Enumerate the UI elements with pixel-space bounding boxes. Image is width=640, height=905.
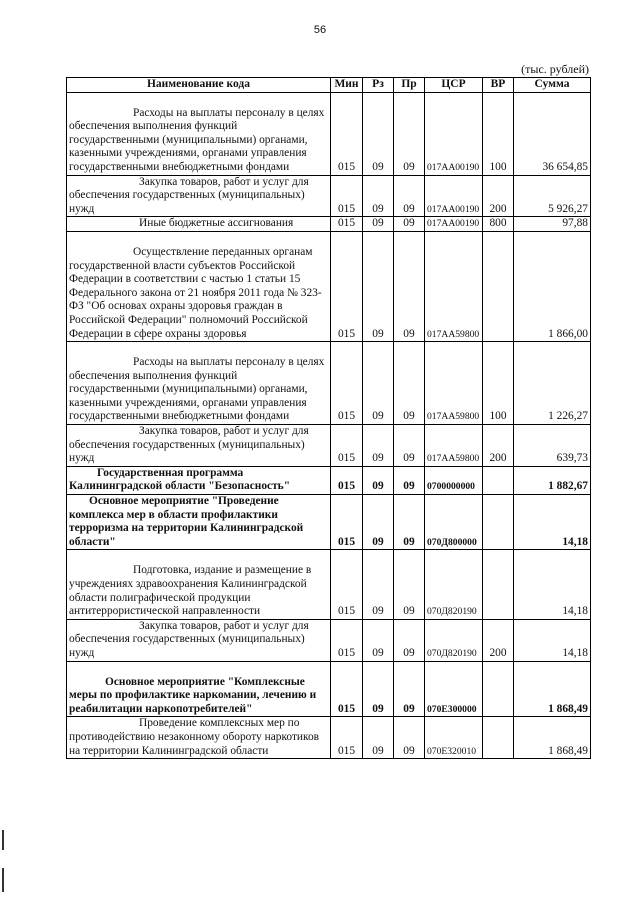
row-name-text: Основное мероприятие "Комплексные меры по профилактике наркомании, лечению и реабилитации наркопотребителей" <box>69 675 317 715</box>
row-name-cell <box>67 217 331 232</box>
budget-table <box>66 77 591 759</box>
row-csr-cell: 017АА59800 <box>425 342 483 425</box>
row-csr-cell: 017АА59800 <box>425 425 483 467</box>
row-name-text: Закупка товаров, работ и услуг для обеспечения государственных (муниципальных) нужд <box>69 619 309 659</box>
row-top-gap <box>69 93 328 107</box>
row-name-text: Расходы на выплаты персоналу в целях обеспечения выполнения функций государственными (муниципальными) органами, казенными учреждениями, органами управления государственными внебюджетными фондами <box>69 356 325 423</box>
row-min-cell: 015 <box>331 717 363 759</box>
row-sum-cell: 14,18 <box>514 495 591 550</box>
row-top-gap <box>69 550 328 564</box>
row-name-cell <box>67 231 331 341</box>
table-row <box>67 661 591 717</box>
row-name-cell <box>67 661 331 717</box>
table-row <box>67 342 591 425</box>
row-min-cell: 015 <box>331 342 363 425</box>
row-sum-cell: 14,18 <box>514 550 591 619</box>
row-vr-cell <box>483 466 514 494</box>
row-sum-cell: 5 926,27 <box>514 175 591 217</box>
row-csr-cell: 017АА59800 <box>425 231 483 341</box>
row-min-cell: 015 <box>331 92 363 175</box>
row-rz-cell: 09 <box>363 231 394 341</box>
row-pr-cell: 09 <box>394 92 425 175</box>
row-top-gap <box>69 342 328 356</box>
row-min-cell: 015 <box>331 619 363 661</box>
row-csr-cell: 017АА00190 <box>425 175 483 217</box>
row-pr-cell: 09 <box>394 231 425 341</box>
row-name-text: Расходы на выплаты персоналу в целях обеспечения выполнения функций государственными (муниципальными) органами, казенными учреждениями, органами управления государственными внебюджетными фондами <box>69 106 325 173</box>
row-rz-cell: 09 <box>363 619 394 661</box>
table-row <box>67 425 591 467</box>
row-vr-cell: 200 <box>483 619 514 661</box>
row-name-cell <box>67 495 331 550</box>
row-sum-cell: 1 226,27 <box>514 342 591 425</box>
row-sum-cell: 1 866,00 <box>514 231 591 341</box>
row-vr-cell <box>483 661 514 717</box>
row-sum-cell: 639,73 <box>514 425 591 467</box>
row-csr-cell: 017АА00190 <box>425 217 483 232</box>
row-pr-cell: 09 <box>394 425 425 467</box>
row-name-text: Проведение комплексных мер по противодействию незаконному обороту наркотиков на территории Калининградской области <box>69 717 320 757</box>
row-min-cell: 015 <box>331 550 363 619</box>
row-pr-cell: 09 <box>394 550 425 619</box>
row-name-cell <box>67 550 331 619</box>
row-rz-cell: 09 <box>363 342 394 425</box>
row-csr-cell: 070Е320010 <box>425 717 483 759</box>
row-name-text: Закупка товаров, работ и услуг для обеспечения государственных (муниципальных) нужд <box>69 425 309 465</box>
table-row <box>67 717 591 759</box>
row-csr-cell: 0700000000 <box>425 466 483 494</box>
table-header-row <box>67 78 591 93</box>
row-vr-cell <box>483 495 514 550</box>
row-rz-cell: 09 <box>363 92 394 175</box>
table-row <box>67 466 591 494</box>
row-pr-cell: 09 <box>394 661 425 717</box>
row-rz-cell: 09 <box>363 717 394 759</box>
row-rz-cell: 09 <box>363 175 394 217</box>
units-label: (тыс. рублей) <box>521 62 589 76</box>
table-body <box>67 92 591 759</box>
row-name-cell <box>67 92 331 175</box>
row-csr-cell: 070Д800000 <box>425 495 483 550</box>
table-row <box>67 495 591 550</box>
header-csr: ЦСР <box>425 78 483 93</box>
table-row <box>67 217 591 232</box>
row-name-cell <box>67 175 331 217</box>
row-csr-cell: 070Д820190 <box>425 619 483 661</box>
table-row <box>67 231 591 341</box>
row-rz-cell: 09 <box>363 495 394 550</box>
row-pr-cell: 09 <box>394 466 425 494</box>
header-min: Мин <box>331 78 363 93</box>
row-name-text: Осуществление переданных органам государственной власти субъектов Российской Федерации в соответствии с частью 1 статьи 15 Федерального закона от 21 ноября 2011 года № 323-ФЗ "Об основах охраны здоровья граждан в Российской Федерации" полномочий Российской Федерации в сфере охраны здоровья <box>69 245 322 340</box>
row-pr-cell: 09 <box>394 717 425 759</box>
row-pr-cell: 09 <box>394 342 425 425</box>
row-rz-cell: 09 <box>363 661 394 717</box>
row-name-text: Основное мероприятие "Проведение комплекса мер в области профилактики терроризма на территории Калининградской области" <box>69 495 304 548</box>
row-name-cell <box>67 342 331 425</box>
row-pr-cell: 09 <box>394 217 425 232</box>
row-name-cell <box>67 717 331 759</box>
row-min-cell: 015 <box>331 425 363 467</box>
row-name-text: Подготовка, издание и размещение в учреждениях здравоохранения Калининградской области полиграфической продукции антитеррористической направленности <box>69 564 312 618</box>
row-pr-cell: 09 <box>394 495 425 550</box>
row-sum-cell: 14,18 <box>514 619 591 661</box>
row-sum-cell: 36 654,85 <box>514 92 591 175</box>
row-pr-cell: 09 <box>394 175 425 217</box>
row-sum-cell: 1 868,49 <box>514 717 591 759</box>
row-rz-cell: 09 <box>363 466 394 494</box>
row-pr-cell: 09 <box>394 619 425 661</box>
row-vr-cell: 200 <box>483 175 514 217</box>
row-vr-cell: 800 <box>483 217 514 232</box>
left-margin-mark <box>2 868 4 892</box>
row-vr-cell <box>483 717 514 759</box>
row-name-text: Иные бюджетные ассигнования <box>139 217 294 230</box>
row-rz-cell: 09 <box>363 217 394 232</box>
row-min-cell: 015 <box>331 466 363 494</box>
row-min-cell: 015 <box>331 495 363 550</box>
header-vr: ВР <box>483 78 514 93</box>
row-sum-cell: 97,88 <box>514 217 591 232</box>
row-min-cell: 015 <box>331 661 363 717</box>
row-top-gap <box>69 232 328 246</box>
row-min-cell: 015 <box>331 231 363 341</box>
row-vr-cell: 200 <box>483 425 514 467</box>
header-pr: Пр <box>394 78 425 93</box>
row-name-text: Государственная программа Калининградской области "Безопасность" <box>69 466 291 493</box>
row-vr-cell <box>483 550 514 619</box>
row-csr-cell: 017АА00190 <box>425 92 483 175</box>
row-name-text: Закупка товаров, работ и услуг для обеспечения государственных (муниципальных) нужд <box>69 175 309 215</box>
header-sum: Сумма <box>514 78 591 93</box>
header-rz: Рз <box>363 78 394 93</box>
row-name-cell <box>67 466 331 494</box>
header-name: Наименование кода <box>67 78 331 93</box>
row-vr-cell <box>483 231 514 341</box>
row-csr-cell: 070Д820190 <box>425 550 483 619</box>
row-name-cell <box>67 425 331 467</box>
table-row <box>67 619 591 661</box>
page-number: 56 <box>313 24 327 36</box>
row-name-cell <box>67 619 331 661</box>
row-csr-cell: 070Е300000 <box>425 661 483 717</box>
row-top-gap <box>69 662 328 676</box>
row-sum-cell: 1 882,67 <box>514 466 591 494</box>
row-vr-cell: 100 <box>483 92 514 175</box>
row-rz-cell: 09 <box>363 550 394 619</box>
row-vr-cell: 100 <box>483 342 514 425</box>
row-min-cell: 015 <box>331 217 363 232</box>
table-row <box>67 175 591 217</box>
table-row <box>67 92 591 175</box>
row-sum-cell: 1 868,49 <box>514 661 591 717</box>
left-margin-mark <box>2 830 4 850</box>
row-min-cell: 015 <box>331 175 363 217</box>
table-row <box>67 550 591 619</box>
row-rz-cell: 09 <box>363 425 394 467</box>
